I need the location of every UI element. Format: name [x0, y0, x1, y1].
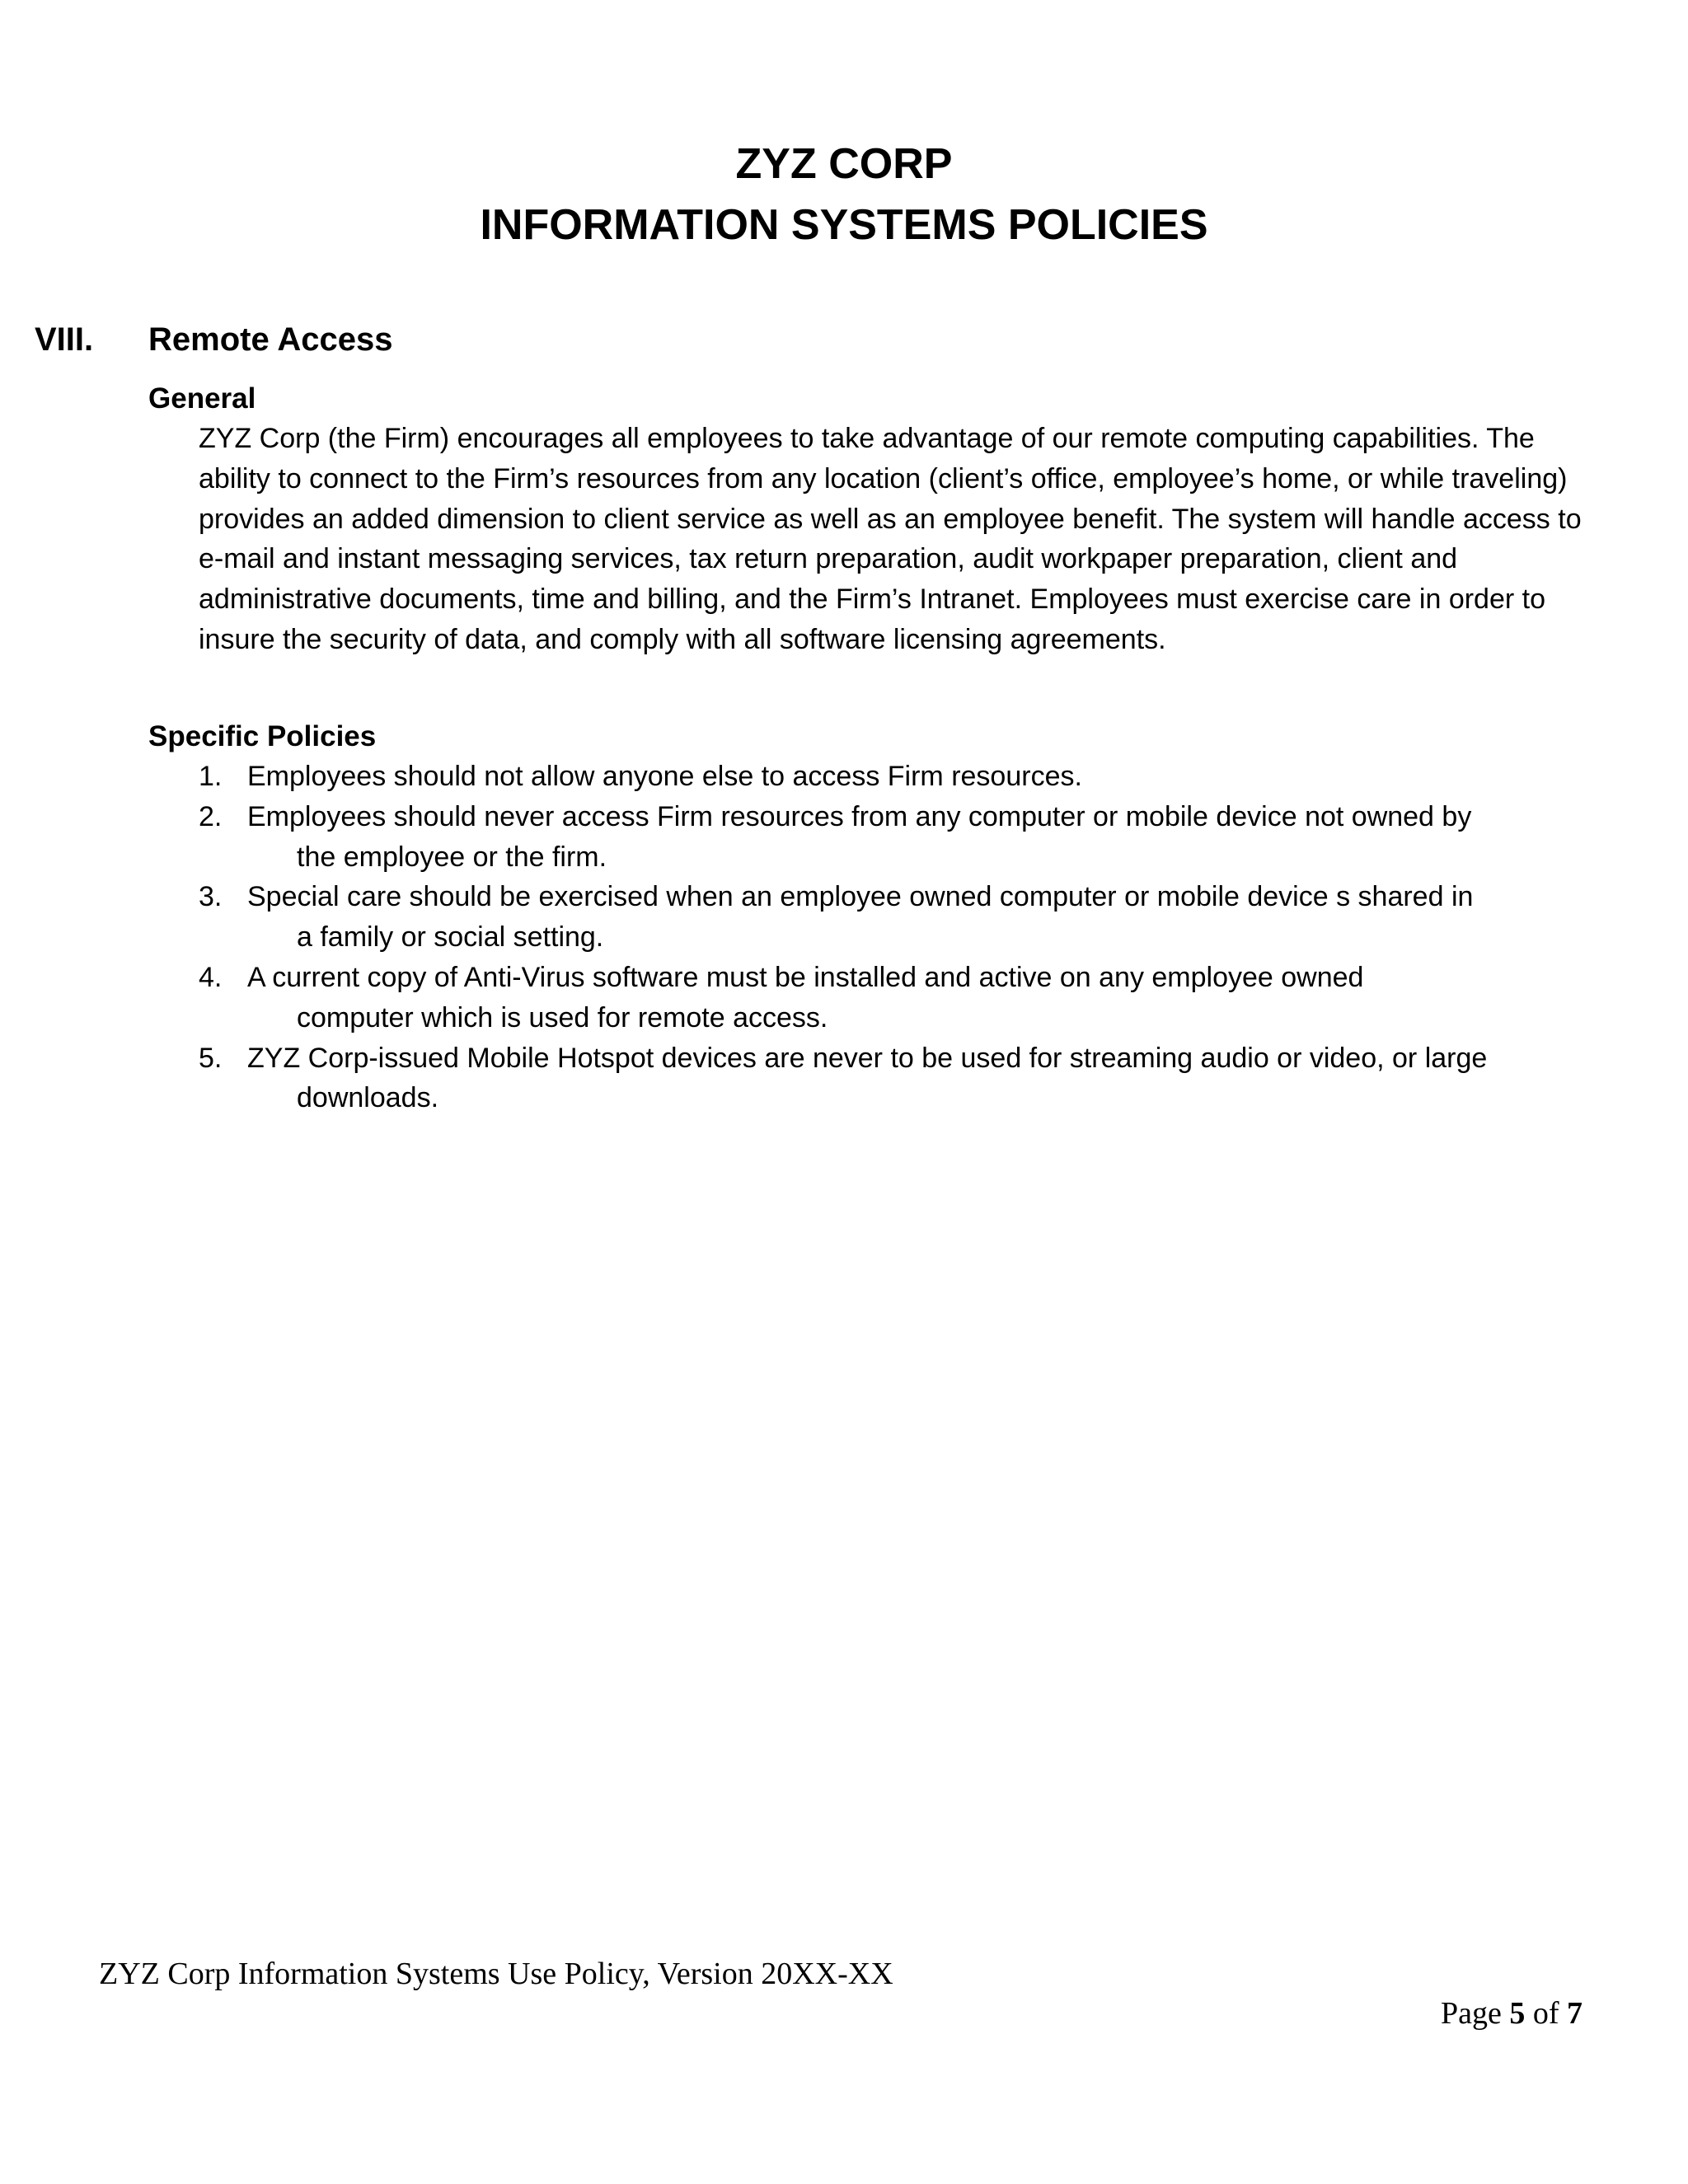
- policy-text: Special care should be exercised when an employee owned computer or mobile device s shared in: [247, 881, 1474, 913]
- policy-item-3: [0, 877, 1582, 958]
- policy-text: ZYZ Corp-issued Mobile Hotspot devices are never to be used for streaming audio or video, or large: [247, 1042, 1488, 1074]
- policy-text-continued: downloads.: [297, 1082, 439, 1114]
- specific-policies-heading: Specific Policies: [148, 720, 377, 752]
- page-total: 7: [1567, 1996, 1582, 2031]
- section-title: Remote Access: [148, 321, 393, 358]
- policy-number: 3.: [199, 881, 223, 913]
- policy-text-continued: computer which is used for remote access.: [297, 1001, 828, 1033]
- page-of: of: [1532, 1996, 1559, 2031]
- policy-item-4: [0, 958, 1582, 1038]
- policy-item-1: [0, 757, 1582, 797]
- policy-text: Employees should not allow anyone else to access Firm resources.: [247, 761, 1082, 792]
- page-current: 5: [1509, 1996, 1526, 2031]
- policy-item-5: [0, 1038, 1582, 1119]
- section-number: VIII.: [35, 321, 94, 358]
- page-number: [1441, 1993, 1582, 2034]
- policy-text: Employees should never access Firm resources from any computer or mobile device not owned by: [247, 800, 1472, 832]
- general-heading: General: [148, 382, 256, 415]
- policy-number: 4.: [199, 961, 223, 993]
- policy-item-2: [0, 797, 1582, 878]
- policy-text: A current copy of Anti-Virus software must be installed and active on any employee owned: [247, 961, 1364, 993]
- general-paragraph: ZYZ Corp (the Firm) encourages all employees to take advantage of our remote computing capabilities. The ability to connect to the Firm’s resources from any location (client’s office, employee’s home, or while traveling) provides an added dimension to client service as well as an employee benefit. The system will handle access to e-mail and instant messaging services, tax return preparation, audit workpaper preparation, client and administrative documents, time and billing, and the Firm’s Intranet. Employees must exercise care in order to insure the security of data, and comply with all software licensing agreements.: [199, 423, 1582, 655]
- policy-text-continued: the employee or the firm.: [297, 841, 607, 873]
- policy-number: 2.: [199, 800, 223, 832]
- footer-document-title: ZYZ Corp Information Systems Use Policy, Version 20XX-XX: [99, 1957, 893, 1991]
- specific-policies-list: [0, 757, 1688, 1118]
- document-title: INFORMATION SYSTEMS POLICIES: [480, 201, 1208, 249]
- policy-number: 5.: [199, 1042, 223, 1074]
- company-name: ZYZ CORP: [735, 140, 953, 188]
- policy-number: 1.: [199, 761, 223, 792]
- policy-text-continued: a family or social setting.: [297, 921, 604, 954]
- page-label: Page: [1440, 1996, 1502, 2031]
